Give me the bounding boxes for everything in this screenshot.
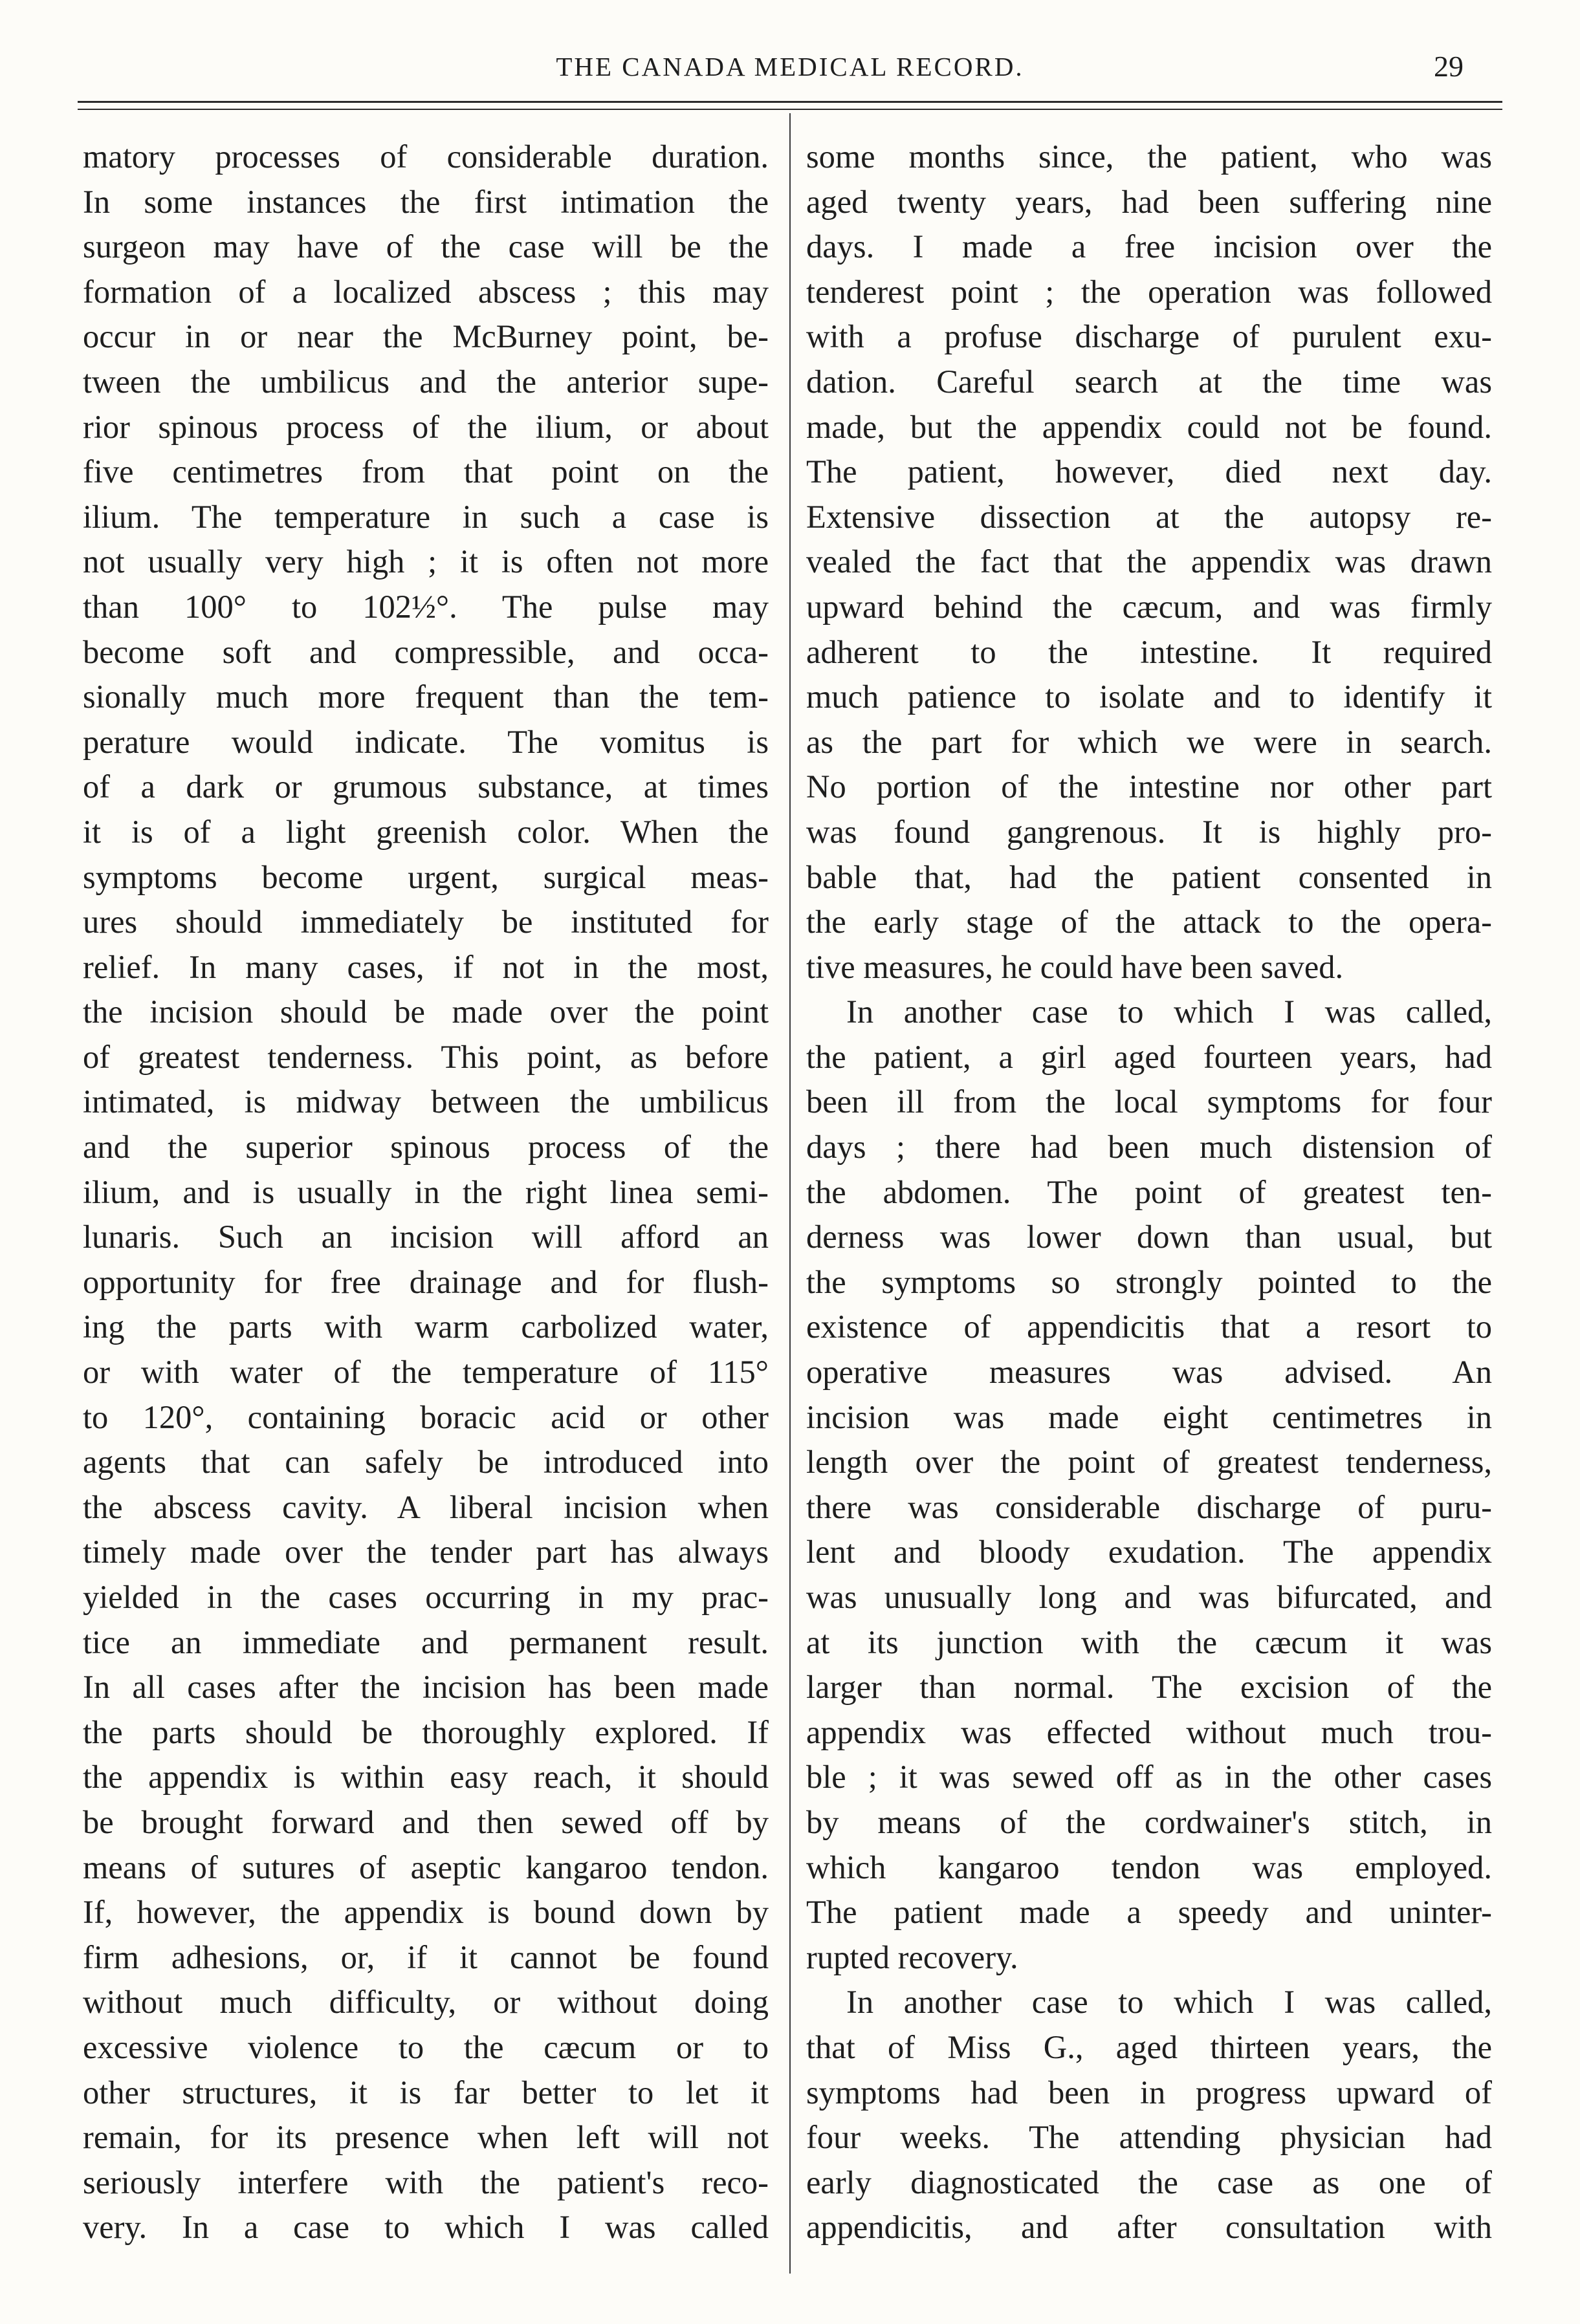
text-line: of a dark or grumous substance, at times — [83, 768, 769, 805]
text-line: the patient, a girl aged fourteen years, had — [806, 1038, 1492, 1075]
text-line: ilium. The temperature in such a case is — [83, 498, 769, 535]
text-line: the abdomen. The point of greatest ten- — [806, 1173, 1492, 1210]
text-line: yielded in the cases occurring in my prac- — [83, 1579, 769, 1615]
text-line: seriously interfere with the patient's reco- — [83, 2164, 769, 2200]
text-line: not usually very high ; it is often not more — [83, 543, 769, 580]
text-line: The patient made a speedy and uninter- — [806, 1894, 1492, 1931]
text-line: the early stage of the attack to the opera- — [806, 904, 1492, 940]
text-line: appendix was effected without much trou- — [806, 1713, 1492, 1750]
text-line: existence of appendicitis that a resort to — [806, 1309, 1492, 1345]
text-line: was unusually long and was bifurcated, and — [806, 1579, 1492, 1615]
text-line: means of sutures of aseptic kangaroo tendon. — [83, 1849, 769, 1885]
running-title: THE CANADA MEDICAL RECORD. — [556, 52, 1024, 81]
text-line: become soft and compressible, and occa- — [83, 633, 769, 670]
text-line: ilium, and is usually in the right linea semi- — [83, 1173, 769, 1210]
text-line: operative measures was advised. An — [806, 1354, 1492, 1391]
header-rule-top — [78, 101, 1502, 103]
page-number: 29 — [1434, 50, 1464, 83]
text-line: remain, for its presence when left will not — [83, 2119, 769, 2156]
text-line: formation of a localized abscess ; this may — [83, 273, 769, 310]
text-line: other structures, it is far better to let it — [83, 2074, 769, 2111]
text-line: intimated, is midway between the umbilicus — [83, 1083, 769, 1120]
text-line: at its junction with the cæcum it was — [806, 1624, 1492, 1660]
text-line: very. In a case to which I was called — [83, 2209, 769, 2246]
text-line: days ; there had been much distension of — [806, 1129, 1492, 1166]
left-column — [83, 135, 769, 2250]
text-line: as the part for which we were in search. — [806, 723, 1492, 760]
text-line: the parts should be thoroughly explored. If — [83, 1713, 769, 1750]
text-line: No portion of the intestine nor other part — [806, 768, 1492, 805]
text-line: relief. In many cases, if not in the most, — [83, 948, 769, 985]
text-line: adherent to the intestine. It required — [806, 633, 1492, 670]
running-header — [78, 44, 1502, 89]
text-line: early diagnosticated the case as one of — [806, 2164, 1492, 2200]
text-line: with a profuse discharge of purulent exu- — [806, 318, 1492, 355]
text-line: firm adhesions, or, if it cannot be found — [83, 1938, 769, 1975]
text-line: incision was made eight centimetres in — [806, 1398, 1492, 1435]
text-line: much patience to isolate and to identify it — [806, 679, 1492, 715]
text-line: lent and bloody exudation. The appendix — [806, 1534, 1492, 1570]
text-line: tive measures, he could have been saved. — [806, 948, 1344, 985]
text-line: and the superior spinous process of the — [83, 1129, 769, 1166]
text-line: or with water of the temperature of 115° — [83, 1354, 769, 1391]
text-line: upward behind the cæcum, and was firmly — [806, 588, 1492, 625]
column-divider — [789, 113, 791, 2274]
text-line: In all cases after the incision has been made — [83, 1669, 769, 1706]
text-line: be brought forward and then sewed off by — [83, 1803, 769, 1840]
text-line: tenderest point ; the operation was followed — [806, 273, 1492, 310]
text-line: symptoms had been in progress upward of — [806, 2074, 1492, 2111]
text-line: In some instances the first intimation the — [83, 183, 769, 220]
text-line: rior spinous process of the ilium, or about — [83, 408, 769, 445]
text-line: agents that can safely be introduced into — [83, 1444, 769, 1481]
text-line: than 100° to 102½°. The pulse may — [83, 588, 769, 625]
text-line: opportunity for free drainage and for flush- — [83, 1263, 769, 1300]
text-line: rupted recovery. — [806, 1938, 1018, 1975]
text-line: surgeon may have of the case will be the — [83, 228, 769, 265]
text-line: five centimetres from that point on the — [83, 453, 769, 490]
text-line: excessive violence to the cæcum or to — [83, 2028, 769, 2065]
text-line: been ill from the local symptoms for four — [806, 1083, 1492, 1120]
text-line: ble ; it was sewed off as in the other cases — [806, 1759, 1492, 1796]
text-line: the symptoms so strongly pointed to the — [806, 1263, 1492, 1300]
text-line: length over the point of greatest tenderness, — [806, 1444, 1492, 1481]
text-line: four weeks. The attending physician had — [806, 2119, 1492, 2156]
text-line: some months since, the patient, who was — [806, 138, 1492, 175]
text-line: vealed the fact that the appendix was drawn — [806, 543, 1492, 580]
text-line: the incision should be made over the point — [83, 994, 769, 1030]
text-line: Extensive dissection at the autopsy re- — [806, 498, 1492, 535]
text-line: was found gangrenous. It is highly pro- — [806, 813, 1492, 850]
text-line: occur in or near the McBurney point, be- — [83, 318, 769, 355]
text-line: of greatest tenderness. This point, as before — [83, 1038, 769, 1075]
text-line: larger than normal. The excision of the — [806, 1669, 1492, 1706]
text-line: lunaris. Such an incision will afford an — [83, 1219, 769, 1255]
text-line: In another case to which I was called, — [846, 1984, 1492, 2021]
right-column — [806, 135, 1492, 2250]
text-line: aged twenty years, had been suffering nine — [806, 183, 1492, 220]
text-line: tice an immediate and permanent result. — [83, 1624, 769, 1660]
text-line: In another case to which I was called, — [846, 994, 1492, 1030]
text-line: the abscess cavity. A liberal incision when — [83, 1488, 769, 1525]
text-line: to 120°, containing boracic acid or other — [83, 1398, 769, 1435]
text-line: symptoms become urgent, surgical meas- — [83, 858, 769, 895]
text-line: derness was lower down than usual, but — [806, 1219, 1492, 1255]
text-line: appendicitis, and after consultation with — [806, 2209, 1492, 2246]
text-line: tween the umbilicus and the anterior supe- — [83, 363, 769, 400]
text-line: bable that, had the patient consented in — [806, 858, 1492, 895]
text-line: it is of a light greenish color. When the — [83, 813, 769, 850]
text-line: If, however, the appendix is bound down by — [83, 1894, 769, 1931]
text-line: timely made over the tender part has always — [83, 1534, 769, 1570]
header-rule-bottom — [78, 109, 1502, 110]
text-line: ing the parts with warm carbolized water, — [83, 1309, 769, 1345]
text-line: matory processes of considerable duration. — [83, 138, 769, 175]
text-line: without much difficulty, or without doing — [83, 1984, 769, 2021]
text-line: days. I made a free incision over the — [806, 228, 1492, 265]
text-line: by means of the cordwainer's stitch, in — [806, 1803, 1492, 1840]
text-line: that of Miss G., aged thirteen years, the — [806, 2028, 1492, 2065]
text-line: the appendix is within easy reach, it should — [83, 1759, 769, 1796]
text-line: there was considerable discharge of puru- — [806, 1488, 1492, 1525]
text-line: perature would indicate. The vomitus is — [83, 723, 769, 760]
text-line: The patient, however, died next day. — [806, 453, 1492, 490]
text-line: ures should immediately be instituted for — [83, 904, 769, 940]
text-line: dation. Careful search at the time was — [806, 363, 1492, 400]
text-line: sionally much more frequent than the tem- — [83, 679, 769, 715]
text-line: made, but the appendix could not be found. — [806, 408, 1492, 445]
text-line: which kangaroo tendon was employed. — [806, 1849, 1492, 1885]
